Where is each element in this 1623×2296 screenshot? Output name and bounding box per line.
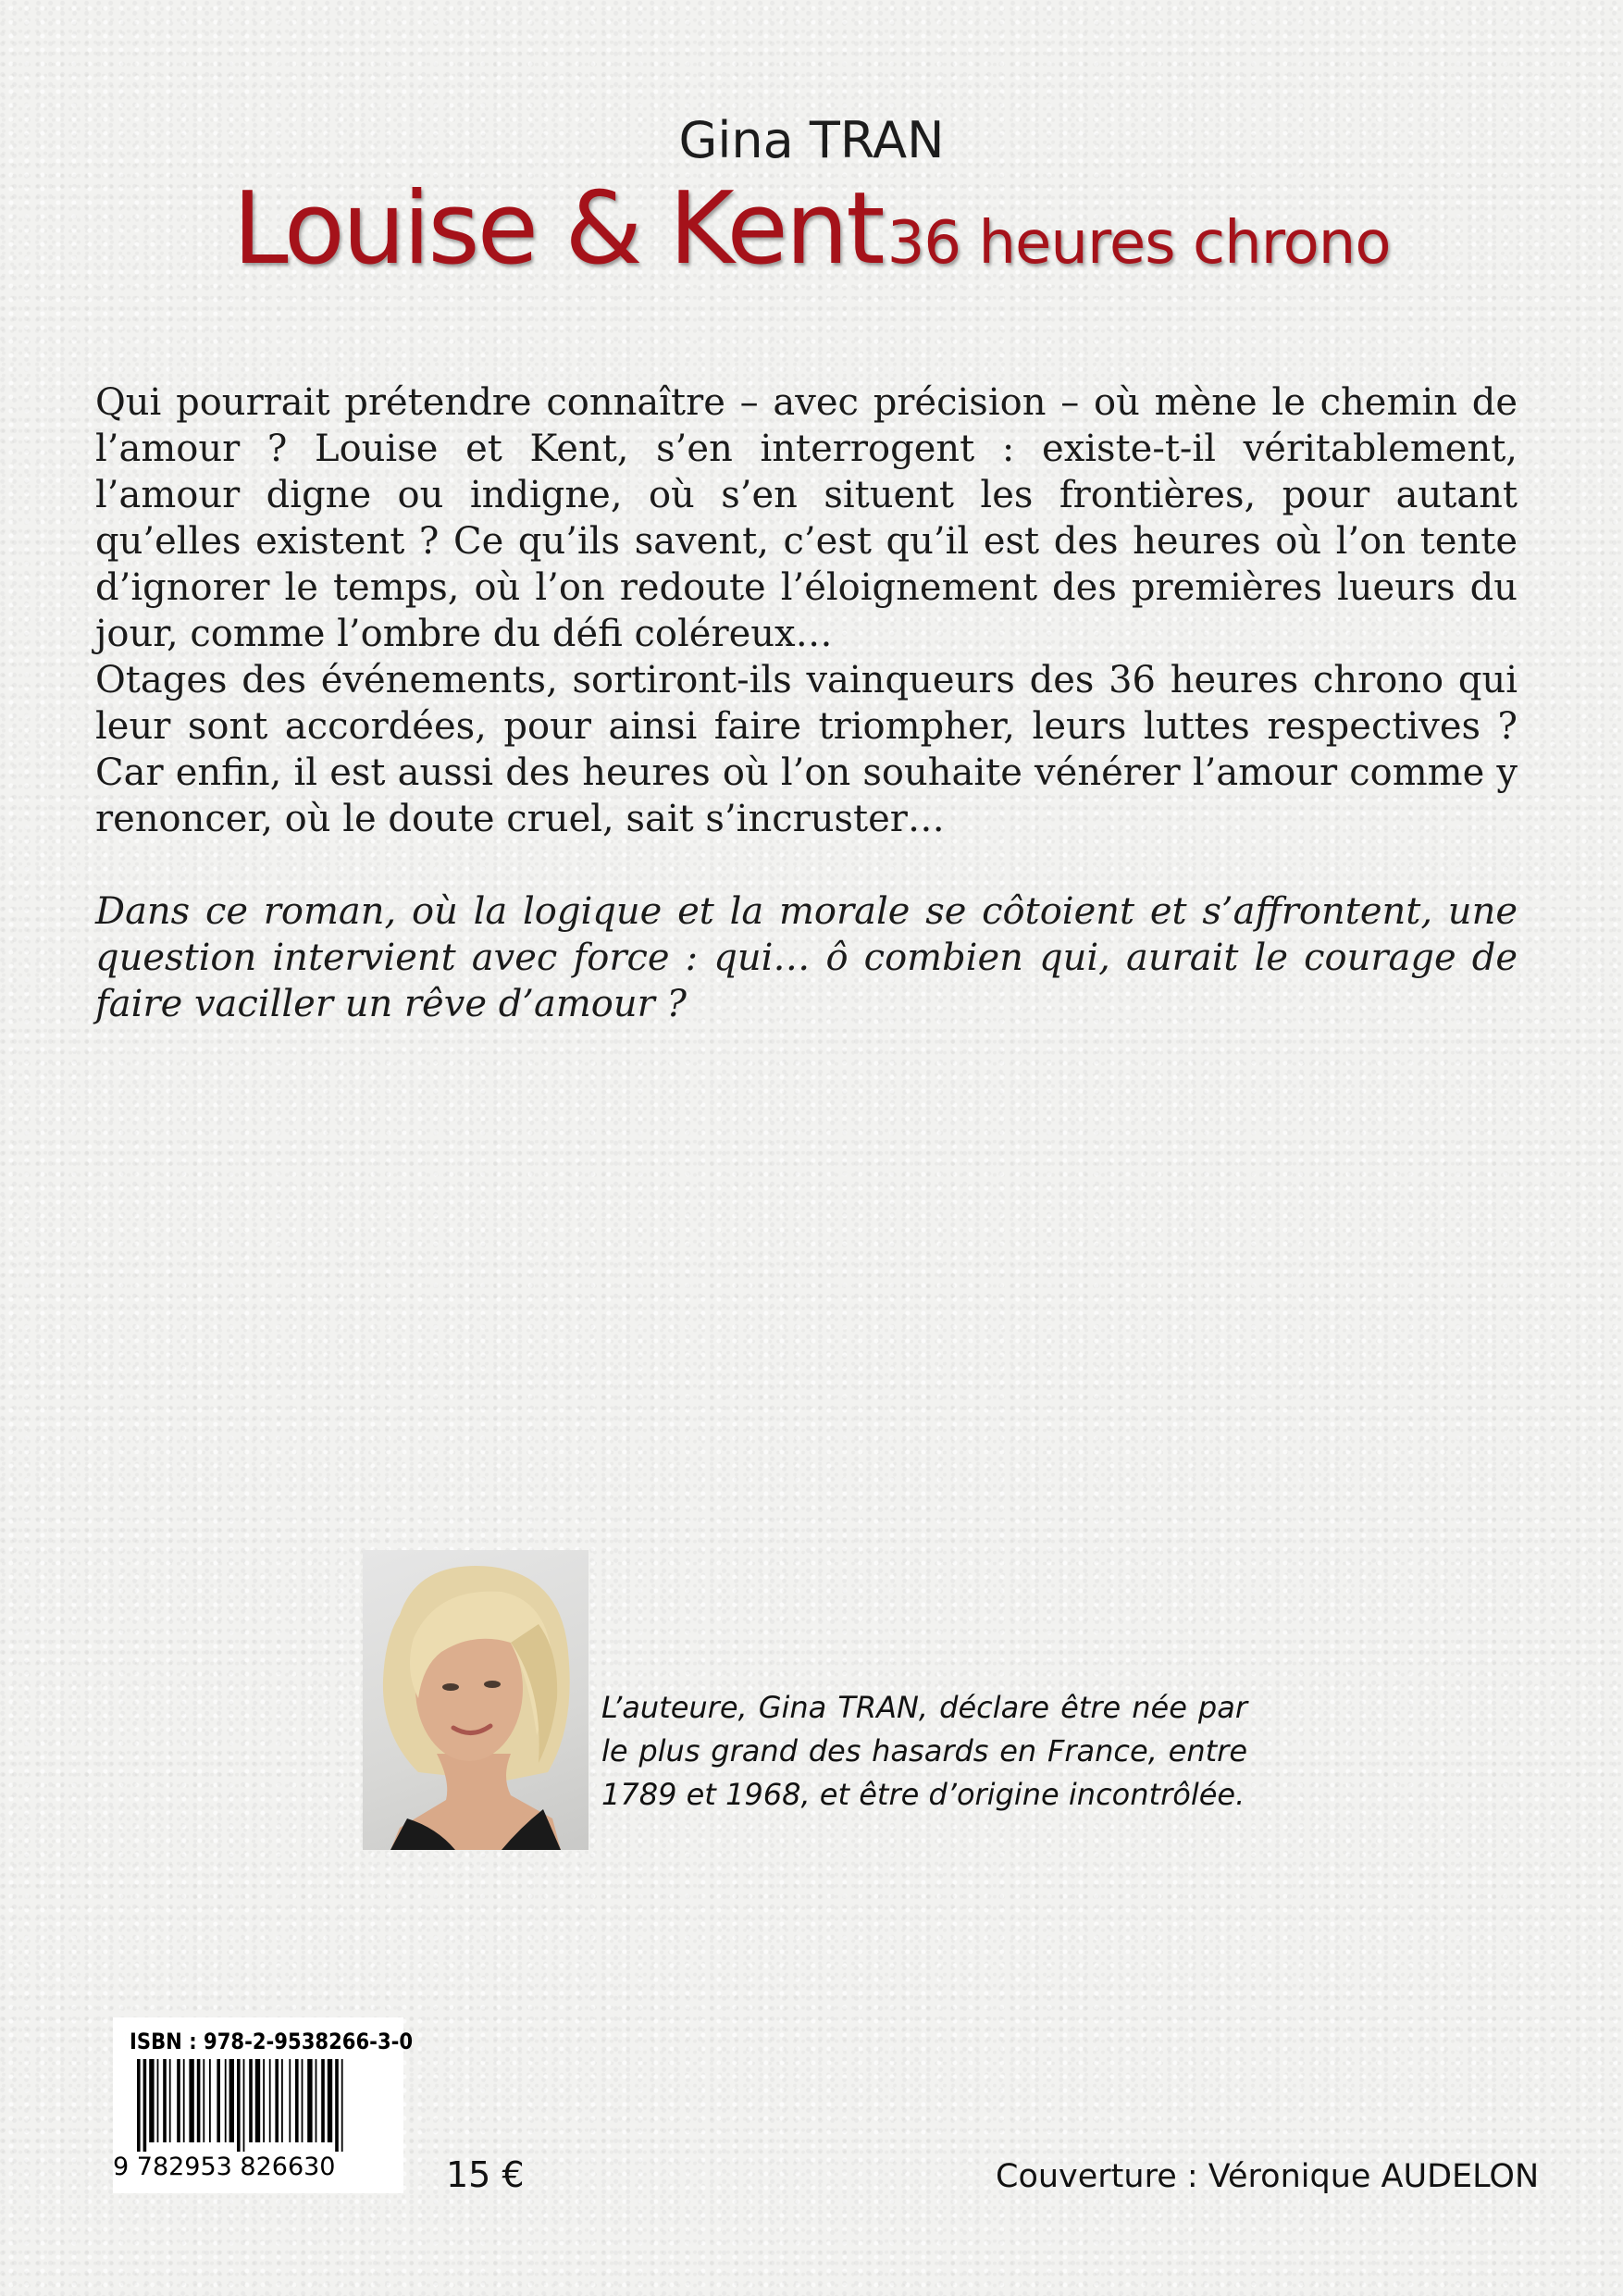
synopsis	[95, 379, 1518, 842]
author-portrait-illustration	[363, 1550, 588, 1850]
synopsis-italic-paragraph	[95, 888, 1518, 1027]
book-title-subtitle: 36 heures chrono	[886, 209, 1391, 278]
book-title-main: Louise & Kent	[232, 171, 883, 287]
book-title	[0, 171, 1623, 287]
synopsis-paragraph-2: Otages des événements, sortiront-ils vainqueurs des 36 heures chrono qui leur sont accordées, pour ainsi faire triompher, leurs luttes respectives ? Car enfin, il est aussi des heures où l’on souhaite vénérer l’amour comme y renoncer, où le doute cruel, sait s’incruster…	[95, 659, 1518, 840]
barcode-digits: 9 782953 826630	[113, 2153, 336, 2181]
cover-credit: Couverture : Véronique AUDELON	[996, 2158, 1540, 2195]
author-name: Gina TRAN	[678, 111, 945, 169]
synopsis-paragraph-1: Qui pourrait prétendre connaître – avec précision – où mène le chemin de l’amour ? Louise et Kent, s’en interrogent : existe-t-il véritablement, l’amour digne ou indigne, où s’en situent les frontières, pour autant qu’elles existent ? Ce qu’ils savent, c’est qu’il est des heures où l’on tente d’ignorer le temps, où l’on redoute l’éloignement des premières lueurs du jour, comme l’ombre du défi coléreux…	[95, 381, 1518, 655]
isbn-label: ISBN : 978-2-9538266-3-0	[130, 2029, 414, 2054]
author-photo	[363, 1550, 588, 1850]
author-bio: L’auteure, Gina TRAN, déclare être née par le plus grand des hasards en France, entre 1789 et 1968, et être d’origine incontrôlée.	[601, 1690, 1247, 1812]
barcode-icon	[130, 2059, 389, 2152]
synopsis-italic-text: Dans ce roman, où la logique et la morale se côtoient et s’affrontent, une question intervient avec force : qui… ô combien qui, aurait le courage de faire vaciller un rêve d’amour ?	[95, 890, 1518, 1025]
price: 15 €	[446, 2154, 525, 2195]
